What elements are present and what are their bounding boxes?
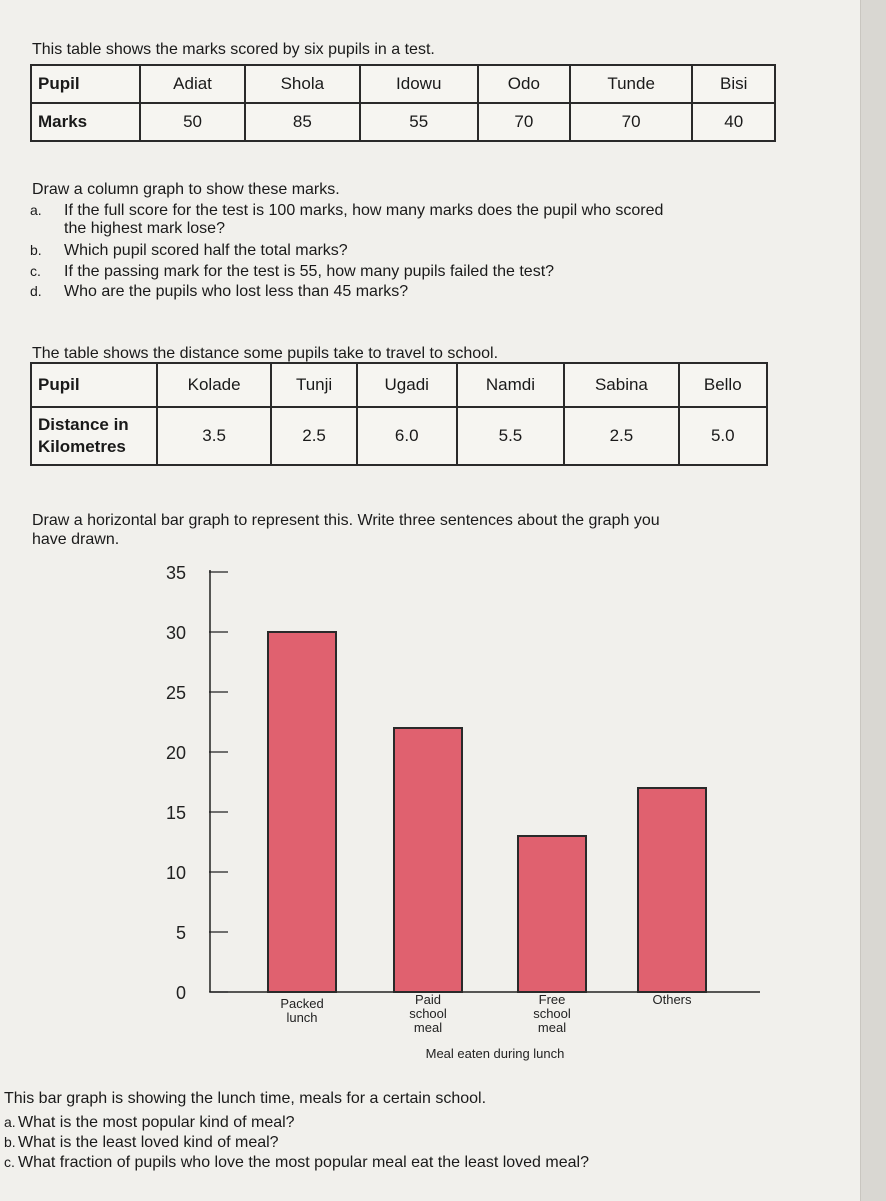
marks-table-pupil-cell: Bisi <box>692 65 775 103</box>
marks-table-pupil-cell: Tunde <box>570 65 693 103</box>
distance-instruction-line1: Draw a horizontal bar graph to represent this. Write three sentences about the graph you <box>32 512 660 529</box>
question-label: c. <box>4 1154 15 1170</box>
marks-table-pupil-cell: Adiat <box>140 65 245 103</box>
distance-header-line1: Distance in <box>38 415 129 434</box>
marks-table-pupil-row <box>31 65 775 103</box>
distance-table-pupil-cell: Bello <box>679 363 767 407</box>
distance-table-value-cell: 5.5 <box>457 407 565 465</box>
lunch-meal-bar-chart <box>0 550 860 1070</box>
distance-table <box>30 362 768 466</box>
distance-table-pupil-cell: Ugadi <box>357 363 457 407</box>
question-text: What fraction of pupils who love the most popular meal eat the least loved meal? <box>18 1154 589 1171</box>
page-edge <box>860 0 886 1201</box>
marks-table-mark-cell: 50 <box>140 103 245 141</box>
question-text: What is the least loved kind of meal? <box>18 1134 279 1151</box>
distance-table-pupil-cell: Kolade <box>157 363 271 407</box>
distance-table-header-distance <box>31 407 157 465</box>
category-label: Free <box>538 992 566 1007</box>
distance-table-pupil-cell: Tunji <box>271 363 357 407</box>
question-text: Which pupil scored half the total marks? <box>64 242 348 259</box>
distance-table-distance-row <box>31 407 767 465</box>
y-tick-label: 15 <box>165 803 186 823</box>
marks-table-pupil-cell: Odo <box>478 65 570 103</box>
marks-question-d <box>30 282 408 301</box>
y-tick-label: 30 <box>165 623 186 643</box>
marks-question-b <box>30 241 348 260</box>
y-tick-label: 10 <box>165 863 186 883</box>
distance-header-line2: Kilometres <box>38 437 126 456</box>
category-label: school <box>409 1006 447 1021</box>
y-tick-label: 25 <box>165 683 186 703</box>
question-label: a. <box>30 202 42 218</box>
distance-table-header-pupil: Pupil <box>31 363 157 407</box>
question-label: a. <box>4 1114 16 1130</box>
question-text: Who are the pupils who lost less than 45 marks? <box>64 283 409 300</box>
meal-intro: This bar graph is showing the lunch time, meals for a certain school. <box>4 1090 487 1107</box>
distance-table-value-cell: 3.5 <box>157 407 271 465</box>
marks-table-mark-cell: 40 <box>692 103 775 141</box>
category-label: meal <box>413 1020 443 1035</box>
distance-table-pupil-row <box>31 363 767 407</box>
category-label: Others <box>652 992 692 1007</box>
marks-intro: This table shows the marks scored by six pupils in a test. <box>32 41 435 58</box>
meal-question-c <box>4 1153 589 1172</box>
marks-table-mark-cell: 55 <box>360 103 478 141</box>
bar <box>518 836 586 992</box>
question-text: What is the most popular kind of meal? <box>18 1114 295 1131</box>
question-label: b. <box>30 242 42 258</box>
x-axis-label: Meal eaten during lunch <box>425 1046 565 1061</box>
marks-table-marks-row <box>31 103 775 141</box>
marks-table-mark-cell: 70 <box>570 103 693 141</box>
question-text: If the full score for the test is 100 marks, how many marks does the pupil who scored <box>64 202 664 219</box>
distance-intro: The table shows the distance some pupils take to travel to school. <box>32 345 499 362</box>
category-label: school <box>533 1006 571 1021</box>
marks-question-a-cont: the highest mark lose? <box>64 220 225 237</box>
marks-question-a <box>30 201 663 220</box>
distance-table-value-cell: 5.0 <box>679 407 767 465</box>
distance-table-value-cell: 2.5 <box>271 407 357 465</box>
y-tick-label: 20 <box>165 743 186 763</box>
meal-question-b <box>4 1133 279 1152</box>
category-label: lunch <box>286 1010 318 1025</box>
y-tick-label: 35 <box>165 563 186 583</box>
marks-table-mark-cell: 85 <box>245 103 360 141</box>
question-text: If the passing mark for the test is 55, how many pupils failed the test? <box>64 263 555 280</box>
question-label: c. <box>30 263 41 279</box>
bar <box>268 632 336 992</box>
bar <box>638 788 706 992</box>
category-label: Paid <box>414 992 442 1007</box>
marks-table <box>30 64 776 142</box>
distance-instruction-line2: have drawn. <box>32 531 120 548</box>
y-tick-label: 0 <box>175 983 186 1003</box>
distance-table-value-cell: 2.5 <box>564 407 678 465</box>
meal-question-a <box>4 1113 295 1132</box>
category-label: Packed <box>280 996 324 1011</box>
distance-table-pupil-cell: Sabina <box>564 363 678 407</box>
marks-table-pupil-cell: Shola <box>245 65 360 103</box>
marks-table-mark-cell: 70 <box>478 103 570 141</box>
marks-table-header-marks: Marks <box>31 103 140 141</box>
question-label: d. <box>30 283 42 299</box>
marks-table-header-pupil: Pupil <box>31 65 140 103</box>
marks-instruction: Draw a column graph to show these marks. <box>32 181 340 198</box>
marks-question-c <box>30 262 554 281</box>
y-tick-label: 5 <box>175 923 186 943</box>
category-label: meal <box>537 1020 567 1035</box>
marks-table-pupil-cell: Idowu <box>360 65 478 103</box>
distance-table-pupil-cell: Namdi <box>457 363 565 407</box>
question-label: b. <box>4 1134 16 1150</box>
distance-table-value-cell: 6.0 <box>357 407 457 465</box>
bar <box>394 728 462 992</box>
